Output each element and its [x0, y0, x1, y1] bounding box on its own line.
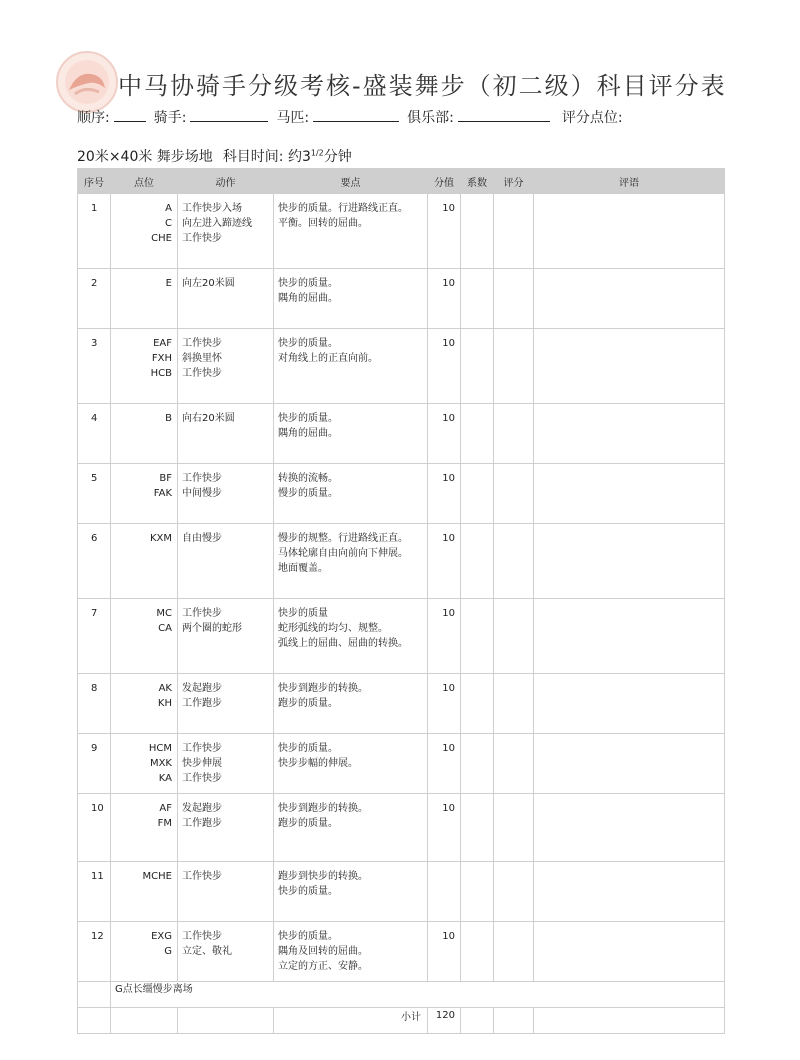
- col-header-movement: 动作: [178, 169, 274, 194]
- club-label: 俱乐部:: [407, 110, 454, 126]
- judging-directives: [274, 464, 428, 524]
- arena-size: 20米×40米 舞步场地: [77, 149, 213, 165]
- col-header-no: 序号: [78, 169, 111, 194]
- score-cell[interactable]: [494, 922, 534, 982]
- max-points-text: 10: [442, 683, 455, 694]
- judging-directives-text: 快步的质量 蛇形弧线的均匀、规整。 弧线上的屈曲、屈曲的转换。: [278, 608, 408, 649]
- marker-letters-text: MCHE: [142, 871, 172, 882]
- max-points-text: [428, 862, 460, 869]
- movement-description-text: 自由慢步: [182, 533, 222, 544]
- table-row: [78, 464, 725, 524]
- movement-description: [178, 464, 274, 524]
- judging-directives-text: 快步的质量。 快步步幅的伸展。: [278, 743, 358, 769]
- table-row: [78, 734, 725, 794]
- score-table: [77, 168, 725, 1034]
- movement-number-text: 12: [91, 931, 104, 942]
- table-row: [78, 862, 725, 922]
- rider-label: 骑手:: [153, 110, 187, 126]
- max-points: [428, 404, 461, 464]
- marker-letters-text: A C CHE: [151, 203, 172, 244]
- table-header-row: [78, 169, 725, 194]
- movement-description: [178, 404, 274, 464]
- movement-number: [78, 674, 111, 734]
- max-points: [428, 599, 461, 674]
- score-cell[interactable]: [494, 674, 534, 734]
- marker-letters: [111, 524, 178, 599]
- score-cell[interactable]: [494, 734, 534, 794]
- judging-directives-text: 转换的流畅。 慢步的质量。: [278, 473, 338, 499]
- coefficient-cell[interactable]: [461, 734, 494, 794]
- movement-description-text: 工作快步 立定、敬礼: [182, 931, 232, 957]
- movement-number: [78, 734, 111, 794]
- marker-letters: [111, 922, 178, 982]
- marker-letters: [111, 269, 178, 329]
- judging-directives: [274, 404, 428, 464]
- marker-letters: [111, 734, 178, 794]
- judging-directives-text: 慢步的规整。行进路线正直。 马体轮廓自由向前向下伸展。 地面覆盖。: [278, 533, 408, 574]
- table-row: [78, 269, 725, 329]
- order-label: 顺序:: [77, 110, 110, 126]
- coefficient-cell[interactable]: [461, 922, 494, 982]
- test-time-unit: 分钟: [323, 149, 352, 165]
- score-cell[interactable]: [494, 329, 534, 404]
- movement-description: [178, 329, 274, 404]
- subtotal-label: 小计: [401, 1012, 421, 1023]
- judging-directives: [274, 734, 428, 794]
- movement-description: [178, 194, 274, 269]
- score-cell[interactable]: [494, 599, 534, 674]
- remarks-cell[interactable]: [534, 794, 725, 862]
- max-points-text: 10: [442, 533, 455, 544]
- table-row: [78, 794, 725, 862]
- max-points: [428, 194, 461, 269]
- movement-number-text: 11: [91, 871, 104, 882]
- score-cell[interactable]: [494, 794, 534, 862]
- judging-directives-text: 快步的质量。 隅角的屈曲。: [278, 278, 338, 304]
- marker-letters-text: AF FM: [157, 803, 172, 829]
- max-points: [428, 862, 461, 922]
- judging-directives: [274, 922, 428, 982]
- judging-directives: [274, 194, 428, 269]
- judging-directives-text: 跑步到快步的转换。 快步的质量。: [278, 871, 368, 897]
- max-points-text: 10: [442, 743, 455, 754]
- arena-and-time: [77, 146, 352, 166]
- max-points: [428, 734, 461, 794]
- movement-number-text: 5: [91, 473, 98, 484]
- table-row: [78, 524, 725, 599]
- movement-number-text: 7: [91, 608, 98, 619]
- judging-directives: [274, 524, 428, 599]
- order-field[interactable]: [114, 107, 146, 122]
- col-header-remarks: 评语: [534, 169, 725, 194]
- movement-number-text: 2: [91, 278, 98, 289]
- score-cell[interactable]: [494, 269, 534, 329]
- coefficient-cell[interactable]: [461, 599, 494, 674]
- movement-description-text: 工作快步 两个圈的蛇形: [182, 608, 242, 634]
- movement-number-text: 1: [91, 203, 98, 214]
- max-points: [428, 794, 461, 862]
- max-points-text: 10: [442, 278, 455, 289]
- movement-number: [78, 404, 111, 464]
- marker-letters: [111, 404, 178, 464]
- table-row: [78, 329, 725, 404]
- subtotal-coefficient-cell[interactable]: [461, 1008, 494, 1034]
- coefficient-cell[interactable]: [461, 329, 494, 404]
- subtotal-remarks-cell[interactable]: [534, 1008, 725, 1034]
- col-header-points: 分值: [428, 169, 461, 194]
- marker-letters: [111, 794, 178, 862]
- judging-directives: [274, 794, 428, 862]
- marker-letters-text: AK KH: [157, 683, 172, 709]
- movement-number: [78, 922, 111, 982]
- marker-letters-text: EAF FXH HCB: [150, 338, 172, 379]
- remarks-cell[interactable]: [534, 404, 725, 464]
- movement-description-text: 发起跑步 工作跑步: [182, 683, 222, 709]
- subtotal-row: [78, 1008, 725, 1034]
- movement-description-text: 向左20米圆: [182, 278, 235, 289]
- marker-letters: [111, 674, 178, 734]
- judging-directives: [274, 862, 428, 922]
- remarks-cell[interactable]: [534, 599, 725, 674]
- score-cell[interactable]: [494, 464, 534, 524]
- judging-directives: [274, 329, 428, 404]
- judging-directives-text: 快步的质量。行进路线正直。 平衡。回转的屈曲。: [278, 203, 408, 229]
- coefficient-cell[interactable]: [461, 269, 494, 329]
- judging-directives: [274, 599, 428, 674]
- coefficient-cell[interactable]: [461, 674, 494, 734]
- coefficient-cell[interactable]: [461, 194, 494, 269]
- coefficient-cell[interactable]: [461, 464, 494, 524]
- remarks-cell[interactable]: [534, 862, 725, 922]
- movement-description-text: 工作快步 斜换里怀 工作快步: [182, 338, 222, 379]
- col-header-directives: 要点: [274, 169, 428, 194]
- movement-description: [178, 674, 274, 734]
- movement-number-text: 8: [91, 683, 98, 694]
- max-points-text: 10: [442, 338, 455, 349]
- association-logo: [55, 50, 119, 114]
- movement-number: [78, 329, 111, 404]
- coefficient-cell[interactable]: [461, 794, 494, 862]
- max-points-text: 10: [442, 203, 455, 214]
- score-cell[interactable]: [494, 194, 534, 269]
- coefficient-cell[interactable]: [461, 862, 494, 922]
- max-points: [428, 524, 461, 599]
- movement-description: [178, 524, 274, 599]
- judging-directives: [274, 674, 428, 734]
- max-points-text: 10: [442, 413, 455, 424]
- exit-row: [78, 982, 725, 1008]
- table-row: [78, 922, 725, 982]
- marker-letters: [111, 194, 178, 269]
- movement-number: [78, 794, 111, 862]
- subtotal-value: 120: [435, 1010, 455, 1021]
- max-points: [428, 269, 461, 329]
- coefficient-cell[interactable]: [461, 404, 494, 464]
- movement-description: [178, 794, 274, 862]
- col-header-marker: 点位: [111, 169, 178, 194]
- marker-letters: [111, 599, 178, 674]
- movement-description-text: 向右20米圆: [182, 413, 235, 424]
- remarks-cell[interactable]: [534, 269, 725, 329]
- marker-letters-text: MC CA: [156, 608, 172, 634]
- movement-number: [78, 599, 111, 674]
- remarks-cell[interactable]: [534, 464, 725, 524]
- rider-field[interactable]: [190, 107, 268, 122]
- movement-description: [178, 599, 274, 674]
- test-time-label: 科目时间: 约3: [222, 149, 311, 165]
- table-row: [78, 404, 725, 464]
- movement-description-text: 发起跑步 工作跑步: [182, 803, 222, 829]
- marker-letters-text: B: [165, 413, 172, 424]
- movement-number-text: 4: [91, 413, 98, 424]
- movement-number: [78, 464, 111, 524]
- max-points: [428, 674, 461, 734]
- marker-letters: [111, 329, 178, 404]
- max-points-text: 10: [442, 473, 455, 484]
- judging-directives-text: 快步的质量。 隅角及回转的屈曲。 立定的方正、安静。: [278, 931, 368, 972]
- col-header-coefficient: 系数: [461, 169, 494, 194]
- movement-number: [78, 862, 111, 922]
- col-header-score: 评分: [494, 169, 534, 194]
- movement-number: [78, 524, 111, 599]
- remarks-cell[interactable]: [534, 922, 725, 982]
- subtotal-score-cell[interactable]: [494, 1008, 534, 1034]
- rider-info-line: [77, 107, 623, 127]
- marker-letters: [111, 464, 178, 524]
- horse-field[interactable]: [313, 107, 399, 122]
- remarks-cell[interactable]: [534, 194, 725, 269]
- judge-position-label: 评分点位:: [561, 110, 623, 126]
- page-title: 中马协骑手分级考核-盛装舞步（初二级）科目评分表: [118, 72, 727, 100]
- movement-description-text: 工作快步 快步伸展 工作快步: [182, 743, 222, 784]
- score-cell[interactable]: [494, 524, 534, 599]
- marker-letters-text: E: [165, 278, 172, 289]
- judging-directives-text: 快步的质量。 对角线上的正直向前。: [278, 338, 378, 364]
- max-points: [428, 464, 461, 524]
- max-points-text: 10: [442, 803, 455, 814]
- horse-label: 马匹:: [276, 110, 310, 126]
- movement-description-text: 工作快步: [182, 871, 222, 882]
- movement-description: [178, 922, 274, 982]
- club-field[interactable]: [458, 107, 550, 122]
- judging-directives-text: 快步到跑步的转换。 跑步的质量。: [278, 683, 368, 709]
- max-points: [428, 329, 461, 404]
- judging-directives-text: 快步的质量。 隅角的屈曲。: [278, 413, 338, 439]
- movement-description: [178, 734, 274, 794]
- judging-directives-text: 快步到跑步的转换。 跑步的质量。: [278, 803, 368, 829]
- movement-description-text: 工作快步 中间慢步: [182, 473, 222, 499]
- max-points-text: 10: [442, 931, 455, 942]
- marker-letters-text: HCM MXK KA: [148, 743, 172, 784]
- remarks-cell[interactable]: [534, 524, 725, 599]
- test-time-fraction: 1/2: [310, 148, 324, 158]
- max-points: [428, 922, 461, 982]
- marker-letters: [111, 862, 178, 922]
- movement-description: [178, 269, 274, 329]
- table-row: [78, 599, 725, 674]
- table-row: [78, 674, 725, 734]
- marker-letters-text: EXG G: [151, 931, 172, 957]
- remarks-cell[interactable]: [534, 329, 725, 404]
- movement-number-text: 10: [91, 803, 104, 814]
- score-cell[interactable]: [494, 404, 534, 464]
- movement-number-text: 6: [91, 533, 98, 544]
- marker-letters-text: KXM: [149, 533, 172, 544]
- marker-letters-text: BF FAK: [153, 473, 172, 499]
- movement-description-text: 工作快步入场 向左进入蹄迹线 工作快步: [182, 203, 252, 244]
- movement-number: [78, 194, 111, 269]
- coefficient-cell[interactable]: [461, 524, 494, 599]
- movement-number: [78, 269, 111, 329]
- judging-directives: [274, 269, 428, 329]
- remarks-cell[interactable]: [534, 734, 725, 794]
- max-points-text: 10: [442, 608, 455, 619]
- table-row: [78, 194, 725, 269]
- movement-number-text: 3: [91, 338, 98, 349]
- score-cell[interactable]: [494, 862, 534, 922]
- movement-description: [178, 862, 274, 922]
- exit-note: G点长缰慢步离场: [115, 984, 193, 995]
- movement-number-text: 9: [91, 743, 98, 754]
- remarks-cell[interactable]: [534, 674, 725, 734]
